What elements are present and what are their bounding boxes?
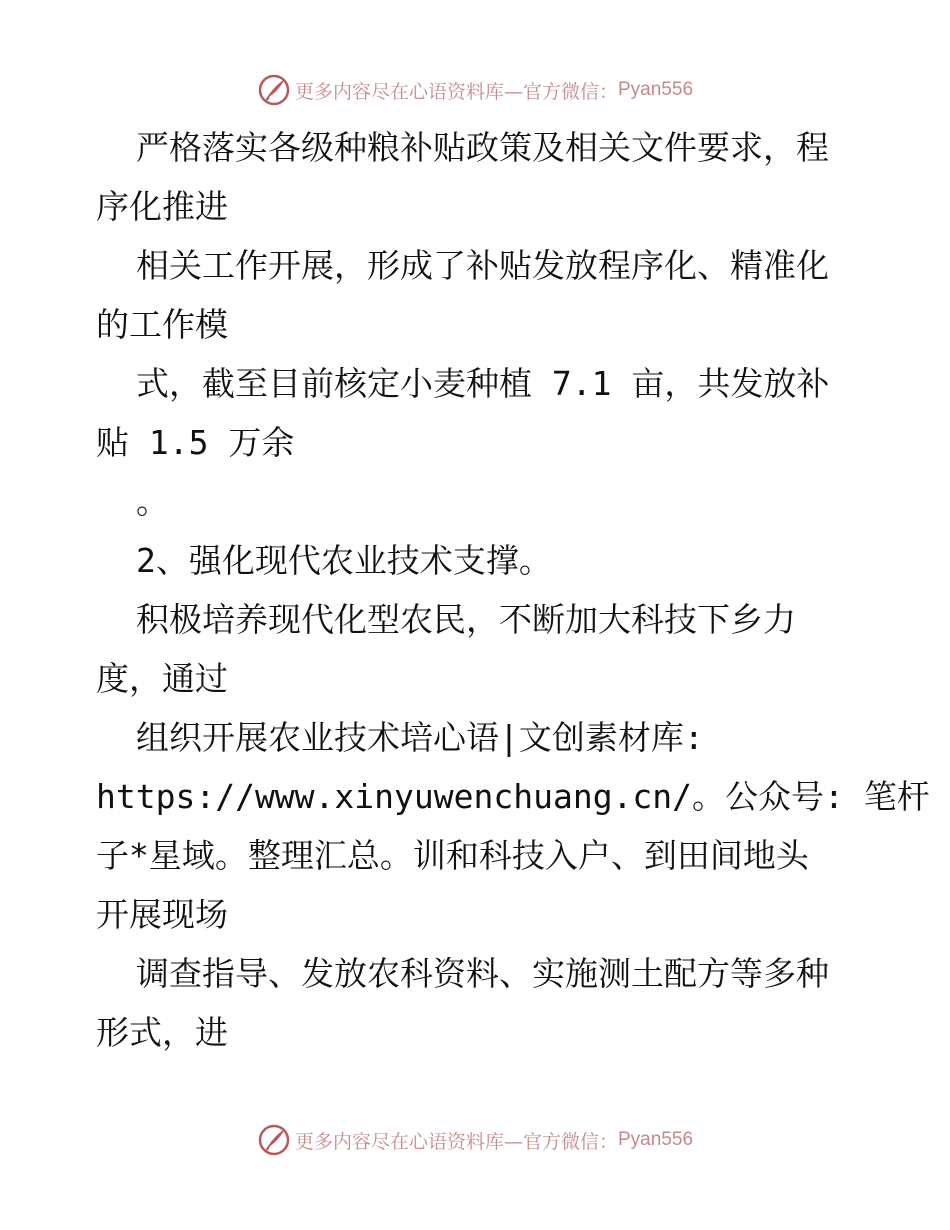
text-line: 组织开展农业技术培心语|文创素材库: [136,718,704,757]
watermark-handle: Pyan556 [618,79,694,100]
text-line: 子*星域。整理汇总。训和科技入户、到田间地头 [96,836,809,875]
text-line: 度，通过 [96,659,228,698]
text-line: 式，截至目前核定小麦种植 7.1 亩，共发放补 [136,364,830,403]
text-line: 严格落实各级种粮补贴政策及相关文件要求，程 [136,128,829,167]
header-watermark [0,70,950,110]
feather-pen-logo-icon [257,73,291,107]
watermark-text: 更多内容尽在心语资料库—官方微信： [294,80,618,103]
text-line: 相关工作开展，形成了补贴发放程序化、精准化 [136,246,829,285]
text-line: 的工作模 [96,305,228,344]
text-line: 2、强化现代农业技术支撑。 [136,541,552,580]
watermark-text: 更多内容尽在心语资料库—官方微信： [294,1130,618,1153]
text-line: 积极培养现代化型农民，不断加大科技下乡力 [136,600,796,639]
text-line: 调查指导、发放农科资料、实施测土配方等多种 [136,954,829,993]
feather-pen-logo-icon [257,1123,291,1157]
watermark-handle: Pyan556 [618,1129,694,1150]
text-line: 开展现场 [96,895,228,934]
text-line: 贴 1.5 万余 [96,423,295,462]
footer-watermark [0,1120,950,1160]
text-line: 序化推进 [96,187,228,226]
text-line: 。 [136,482,169,521]
text-line: https://www.xinyuwenchuang.cn/。公众号: 笔杆 [96,777,930,816]
text-line: 形式，进 [96,1013,228,1052]
document-body [96,118,930,1062]
